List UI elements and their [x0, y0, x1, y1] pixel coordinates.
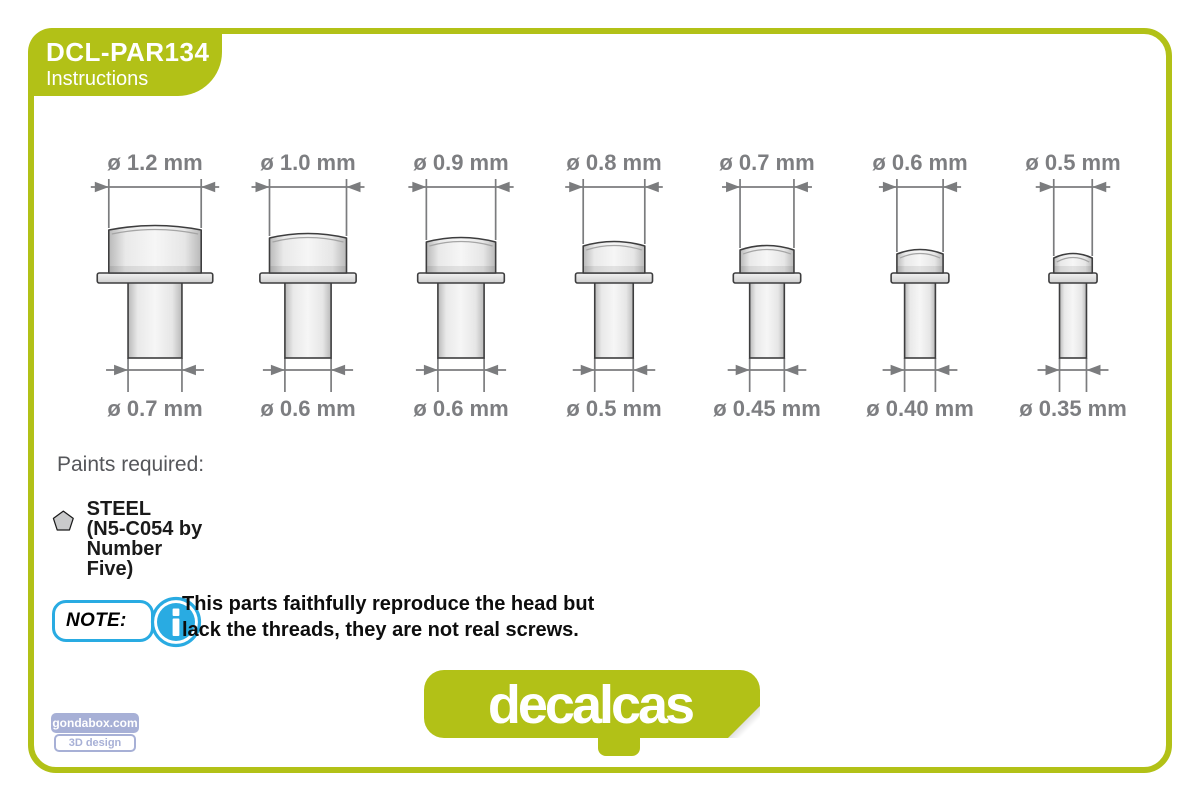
head-dimension-lines — [252, 179, 365, 236]
note-text — [182, 591, 662, 643]
head-dimension-lines — [722, 179, 812, 248]
shaft-diameter-label: ø 0.5 mm — [566, 396, 662, 421]
paint-text — [87, 499, 204, 579]
screw-diagram-6 — [844, 130, 996, 430]
paints-section — [57, 453, 205, 580]
paint-detail: (N5-C054 by Number Five) — [86, 518, 203, 580]
screw-diagram-5 — [691, 130, 843, 430]
head-diameter-label: ø 0.8 mm — [566, 150, 662, 175]
screw-diagram-1 — [79, 130, 231, 430]
shaft-diameter-label: ø 0.40 mm — [866, 396, 974, 421]
sheet-type-label: Instructions — [46, 68, 149, 90]
note-line1: This parts faithfully reproduce the head but — [182, 593, 595, 615]
screw-part — [418, 238, 505, 359]
head-dimension-lines — [408, 179, 513, 240]
product-code-badge — [28, 28, 222, 96]
head-diameter-label: ø 0.7 mm — [719, 150, 815, 175]
screw-diagram-3 — [385, 130, 537, 430]
note-line2: lack the threads, they are not real screws. — [182, 619, 579, 641]
paints-heading: Paints required: — [57, 453, 205, 476]
gondabox-watermark — [50, 712, 140, 752]
shaft-dimension-lines — [416, 358, 506, 392]
head-diameter-label: ø 1.0 mm — [260, 150, 356, 175]
screw-part — [97, 226, 213, 359]
decalcas-logo — [422, 668, 767, 764]
head-diameter-label: ø 0.9 mm — [413, 150, 509, 175]
watermark-tagline: 3D design — [54, 734, 136, 752]
screw-diagram-7 — [997, 130, 1149, 430]
paint-item-steel — [52, 497, 204, 579]
head-dimension-lines — [565, 179, 663, 244]
shaft-dimension-lines — [728, 358, 807, 392]
head-dimension-lines — [91, 179, 219, 228]
logo-text: decalcas — [487, 675, 693, 735]
shaft-dimension-lines — [573, 358, 656, 392]
screw-part — [891, 250, 949, 359]
screw-diagram-4 — [538, 130, 690, 430]
head-diameter-label: ø 1.2 mm — [107, 150, 203, 175]
shaft-diameter-label: ø 0.35 mm — [1019, 396, 1127, 421]
shaft-dimension-lines — [883, 358, 958, 392]
shaft-diameter-label: ø 0.7 mm — [107, 396, 203, 421]
shaft-diameter-label: ø 0.6 mm — [413, 396, 509, 421]
head-diameter-label: ø 0.6 mm — [872, 150, 968, 175]
screw-diagram-2 — [232, 130, 384, 430]
note-label: NOTE: — [66, 610, 127, 631]
head-dimension-lines — [1036, 179, 1111, 256]
shaft-dimension-lines — [263, 358, 353, 392]
shaft-diameter-label: ø 0.6 mm — [260, 396, 356, 421]
head-diameter-label: ø 0.5 mm — [1025, 150, 1121, 175]
note-badge — [52, 600, 154, 642]
screw-part — [576, 242, 653, 359]
product-code: DCL-PAR134 — [46, 37, 210, 67]
head-dimension-lines — [879, 179, 961, 252]
shaft-dimension-lines — [1038, 358, 1109, 392]
paint-name: STEEL — [86, 498, 152, 520]
screw-part — [1049, 254, 1097, 359]
pentagon-icon — [52, 497, 75, 545]
shaft-diameter-label: ø 0.45 mm — [713, 396, 821, 421]
screw-part — [733, 246, 800, 359]
screw-row — [79, 130, 1149, 430]
shaft-dimension-lines — [106, 358, 204, 392]
screw-part — [260, 234, 356, 359]
watermark-site: gondabox.com — [50, 712, 140, 734]
